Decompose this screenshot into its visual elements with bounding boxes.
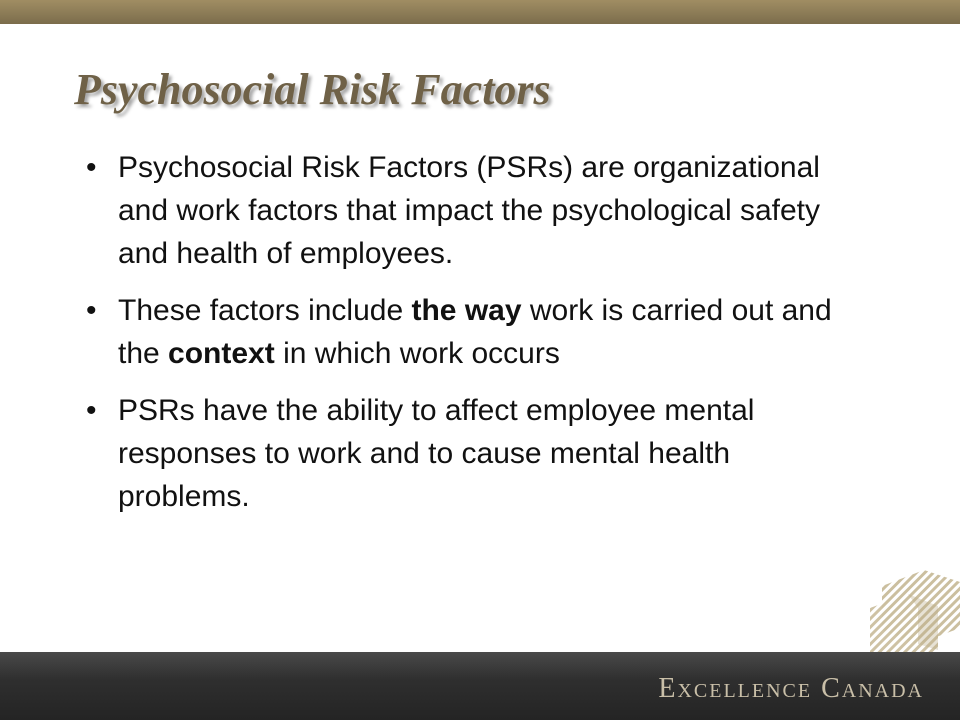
bullet-text: Psychosocial Risk Factors (PSRs) are organizational and work factors that impact the psychological safety and health of employees. bbox=[118, 151, 821, 270]
bullet-text: work is carried out and the bbox=[118, 294, 832, 370]
bullet-dot: • bbox=[86, 294, 97, 327]
bullet-dot: • bbox=[86, 151, 97, 184]
bullet-emphasis: the way bbox=[411, 294, 522, 327]
bullet-item-2 bbox=[84, 289, 844, 375]
footer-brand-wordmark: Excellence Canada bbox=[658, 673, 924, 704]
bullet-text: These factors include bbox=[118, 294, 412, 327]
top-accent-bar bbox=[0, 0, 960, 24]
bullet-text: in which work occurs bbox=[274, 337, 560, 370]
slide-title: Psychosocial Risk Factors bbox=[74, 65, 551, 114]
bullet-item-3 bbox=[84, 389, 844, 518]
bullet-emphasis: context bbox=[168, 337, 275, 370]
bullet-text: PSRs have the ability to affect employee mental responses to work and to cause mental health problems. bbox=[118, 394, 755, 513]
excellence-canada-logo-icon bbox=[868, 568, 960, 664]
bullet-item-1 bbox=[84, 146, 844, 275]
bullet-dot: • bbox=[86, 394, 97, 427]
bullet-list bbox=[84, 146, 844, 532]
